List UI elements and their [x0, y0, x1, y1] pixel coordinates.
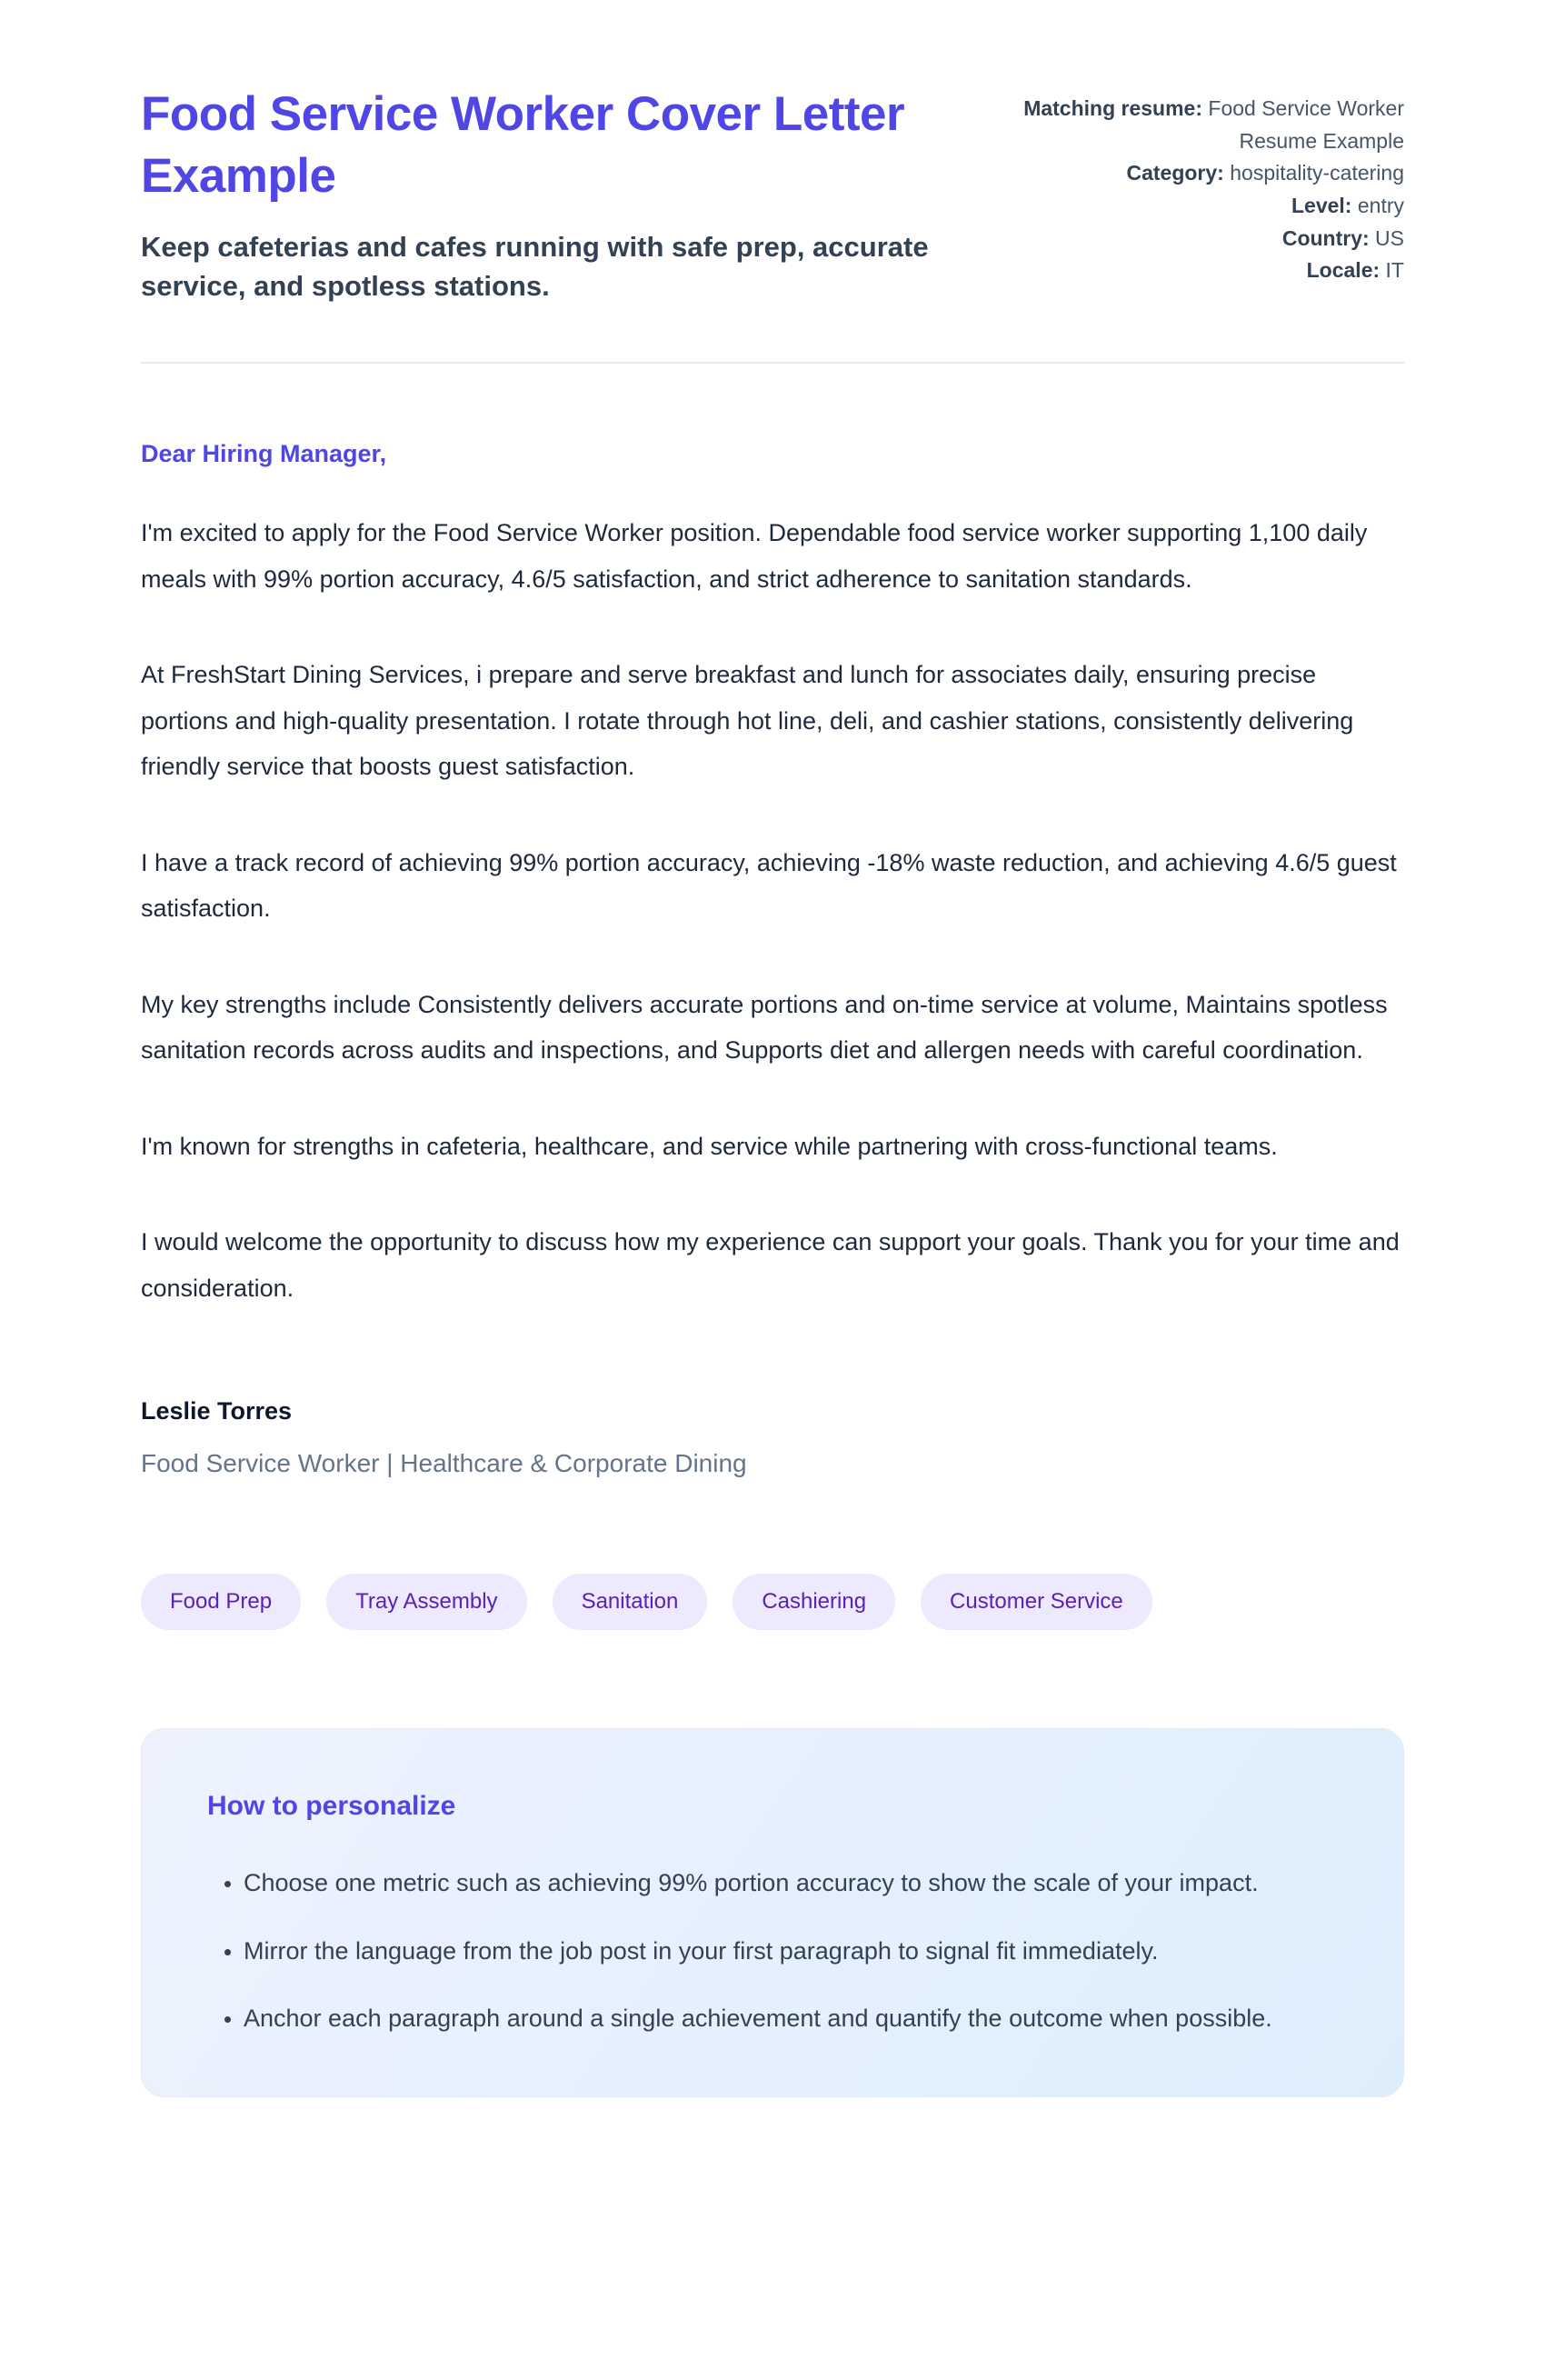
- signature-title: Food Service Worker | Healthcare & Corporate Dining: [141, 1449, 747, 1478]
- meta-label: Category:: [1126, 161, 1224, 185]
- page-subtitle: Keep cafeterias and cafes running with safe prep, accurate service, and spotless stations.: [141, 230, 929, 303]
- callout-bullet-list: [207, 1860, 1340, 2041]
- resume-meta: [1006, 84, 1404, 287]
- letter-greeting: Dear Hiring Manager,: [141, 440, 387, 468]
- page-header: [141, 84, 1404, 305]
- letter-paragraph: I'm excited to apply for the Food Service Worker position. Dependable food service worker supporting 1,100 daily meals with 99% portion accuracy, 4.6/5 satisfaction, and strict adherence to sanitation standards.: [141, 519, 1368, 593]
- cover-letter-body: [141, 440, 1404, 1478]
- header-title-block: [141, 84, 961, 305]
- meta-label: Locale:: [1306, 258, 1381, 283]
- signature-block: [141, 1397, 1404, 1478]
- meta-value: IT: [1385, 258, 1404, 283]
- letter-paragraph: I would welcome the opportunity to discuss how my experience can support your goals. Thank you for your time and consideration.: [141, 1228, 1400, 1302]
- callout-title: How to personalize: [207, 1791, 456, 1822]
- page-content: [141, 0, 1404, 2206]
- callout-bullet: • Choose one metric such as achieving 99% portion accuracy to show the scale of your impact.: [244, 1860, 1340, 1905]
- skill-tag-customer-service: Customer Service: [921, 1574, 1152, 1630]
- skill-tag-sanitation: Sanitation: [553, 1574, 708, 1630]
- meta-row-level: [1006, 190, 1404, 223]
- meta-value: US: [1375, 225, 1404, 250]
- meta-label: Country:: [1281, 225, 1370, 250]
- skill-tag-cashiering: Cashiering: [733, 1574, 895, 1630]
- meta-row-matching-resume: [1006, 93, 1404, 157]
- letter-paragraph: I have a track record of achieving 99% portion accuracy, achieving -18% waste reduction, and achieving 4.6/5 guest satisfaction.: [141, 848, 1397, 923]
- letter-paragraph: At FreshStart Dining Services, i prepare and serve breakfast and lunch for associates daily, ensuring precise portions and high-quality presentation. I rotate through hot line, deli, and cashier stations, consistently delivering friendly service that boosts guest satisfaction.: [141, 661, 1354, 781]
- meta-value: Food Service Worker Resume Example: [1208, 96, 1404, 153]
- skill-tags: [141, 1574, 1404, 1630]
- meta-row-category: [1006, 157, 1404, 190]
- callout-bullet: • Anchor each paragraph around a single achievement and quantify the outcome when possible.: [244, 1995, 1340, 2041]
- letter-paragraph: I'm known for strengths in cafeteria, healthcare, and service while partnering with cross-functional teams.: [141, 1132, 1278, 1160]
- skill-tag-tray-assembly: Tray Assembly: [326, 1574, 526, 1630]
- how-to-personalize-callout: [141, 1728, 1404, 2096]
- letter-paragraph: My key strengths include Consistently delivers accurate portions and on-time service at volume, Maintains spotless sanitation records across audits and inspections, and Supports diet and allergen needs with careful coordination.: [141, 990, 1388, 1065]
- meta-value: hospitality-catering: [1230, 161, 1404, 185]
- header-divider: [141, 362, 1404, 364]
- meta-value: entry: [1357, 193, 1404, 217]
- skill-tag-food-prep: Food Prep: [141, 1574, 301, 1630]
- signature-name: Leslie Torres: [141, 1397, 293, 1425]
- callout-bullet: • Mirror the language from the job post in your first paragraph to signal fit immediately.: [244, 1928, 1340, 1974]
- page-title: Food Service Worker Cover Letter Example: [141, 87, 905, 203]
- meta-row-country: [1006, 223, 1404, 255]
- meta-label: Matching resume:: [1023, 96, 1203, 120]
- meta-row-locale: [1006, 255, 1404, 287]
- meta-label: Level:: [1291, 193, 1352, 217]
